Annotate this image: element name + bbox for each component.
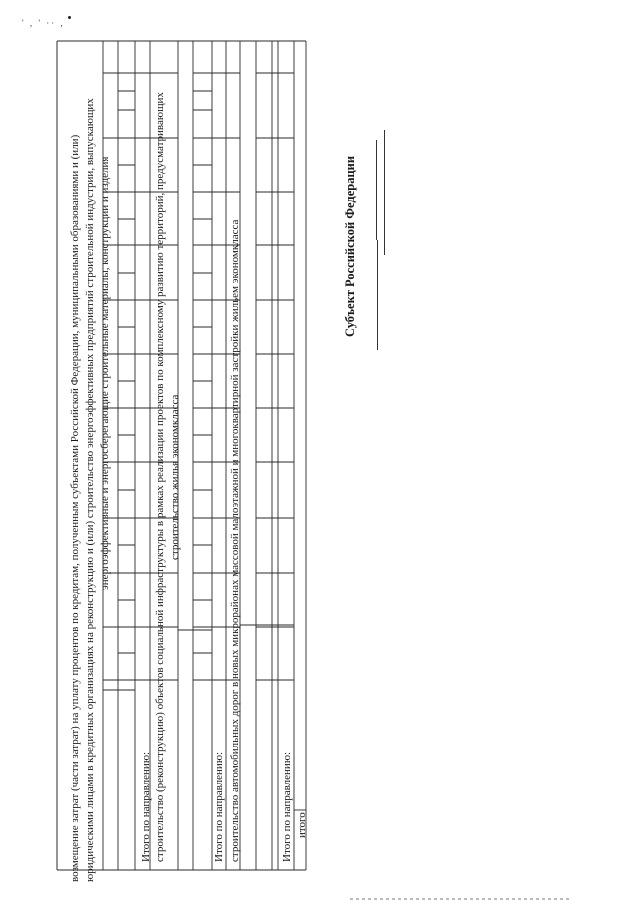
scan-artifact-marks: ' , ' ·· , — [22, 18, 65, 28]
scan-artifact-bottom — [350, 898, 570, 900]
signature-line-1 — [376, 140, 377, 240]
section-2-line-1: строительство (реконструкцию) объектов социальной инфраструктуры в рамках реализации проектов по комплексному развитию территорий, предусматривающих — [154, 92, 166, 862]
signature-line-2 — [377, 240, 378, 350]
section-2-line-2: строительство жилья экономкласса — [169, 394, 181, 560]
header-line-2: юридическими лицами в кредитных организациях на реконструкцию и (или) строительство энергоэффективных предприятий строительной индустрии, выпускающих — [84, 98, 96, 882]
signature-label: Субъект Российской Федерации — [343, 155, 357, 337]
grand-total-label: итого — [296, 812, 308, 838]
header-line-1: возмещение затрат (части затрат) на уплату процентов по кредитам, полученным субъектами Российской Федерации, муниципальными образованиями и (или) — [69, 134, 81, 882]
total-label-2: Итого по направлению: — [213, 751, 225, 862]
total-label-1: Итого по направлению: — [140, 751, 152, 862]
section-3-line: строительство автомобильных дорог в новых микрорайонах массовой малоэтажной и многоквартирной застройки жильем экономкласса — [229, 219, 241, 862]
signature-line-3 — [384, 130, 385, 255]
header-line-3: энергоэффективные и энергосберегающие строительные материалы, конструкции и изделия — [99, 156, 111, 590]
total-label-3: Итого по направлению: — [281, 751, 293, 862]
